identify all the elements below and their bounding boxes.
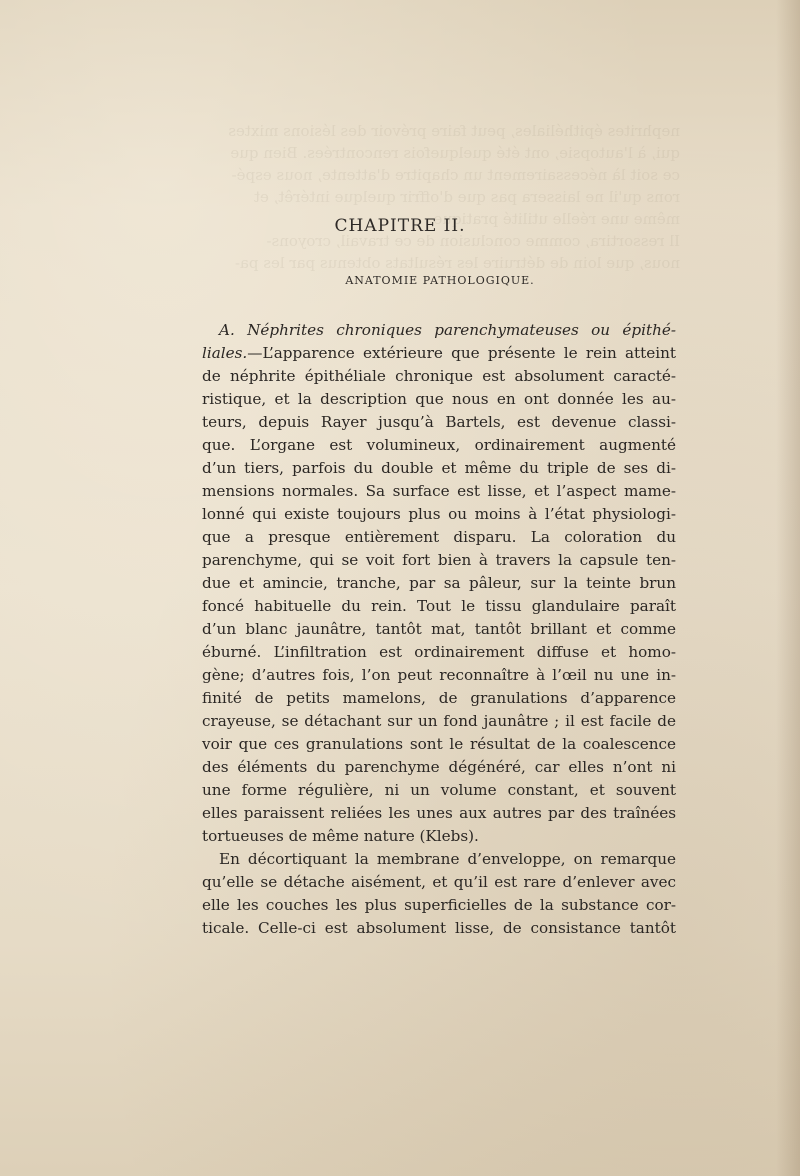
bleed-through-text: nephrites épithéliales, peut faire prévoir des lésions mixtes qui, à l'autopsie, ont été quelquefois rencontrées. Bien que ce soit là nécessairement un chapitre d'attente, nous espé- rons qu'il ne laissera pas que d'offrir quelque intérêt, et même une réelle utilité pratique. Il ressortira, comme conclusion de ce travail, croyons- nous, que loin de détruire les résultats obtenus par les pa- — [228, 122, 680, 272]
page-edge-shadow — [776, 0, 800, 1176]
text-line: ticale. Celle-ci est absolument lisse, de consistance tantôt — [202, 919, 676, 937]
text-line — [202, 342, 676, 365]
text-line: tortueuses de même nature (Klebs). — [202, 827, 479, 845]
body-text — [202, 319, 676, 940]
text-line: foncé habituelle du rein. Tout le tissu glandulaire paraît — [202, 597, 676, 615]
text-line: elles paraissent reliées les unes aux autres par des traînées — [202, 804, 676, 822]
text-line: gène; d’autres fois, l’on peut reconnaître à l’œil nu une in- — [202, 666, 676, 684]
text-line: crayeuse, se détachant sur un fond jaunâtre ; il est facile de — [202, 712, 676, 730]
text-line: En décortiquant la membrane d’enveloppe, on remarque — [219, 850, 676, 868]
text-line: éburné. L’infiltration est ordinairement diffuse et homo- — [202, 643, 676, 661]
text-line: qu’elle se détache aisément, et qu’il est rare d’enlever avec — [202, 873, 676, 891]
text-line: due et amincie, tranche, par sa pâleur, sur la teinte brun — [202, 574, 676, 592]
text-line: finité de petits mamelons, de granulations d’apparence — [202, 689, 676, 707]
text-line: que. L’organe est volumineux, ordinairement augmenté — [202, 436, 676, 454]
text-line: des éléments du parenchyme dégénéré, car elles n’ont ni — [202, 758, 676, 776]
text-line: d’un blanc jaunâtre, tantôt mat, tantôt brillant et comme — [202, 620, 676, 638]
text-line: parenchyme, qui se voit fort bien à travers la capsule ten- — [202, 551, 676, 569]
text-line: voir que ces granulations sont le résultat de la coalescence — [202, 735, 676, 753]
text-line: ristique, et la description que nous en ont donnée les au- — [202, 390, 676, 408]
text-line: teurs, depuis Rayer jusqu’à Bartels, est devenue classi- — [202, 413, 676, 431]
text-line: de néphrite épithéliale chronique est absolument caracté- — [202, 367, 676, 385]
text-line: mensions normales. Sa surface est lisse, et l’aspect mame- — [202, 482, 676, 500]
chapter-title: CHAPITRE II. — [334, 216, 466, 236]
text-line-italic: liales. — [202, 344, 248, 362]
text-line-roman: —L’apparence extérieure que présente le rein atteint — [247, 344, 676, 362]
text-line: que a presque entièrement disparu. La coloration du — [202, 528, 676, 546]
text-line — [202, 319, 676, 342]
section-heading: ANATOMIE PATHOLOGIQUE. — [345, 274, 535, 287]
text-line: elle les couches les plus superficielles de la substance cor- — [202, 896, 676, 914]
text-line-italic: A. Néphrites chroniques parenchymateuses ou épithé- — [219, 321, 676, 339]
text-line: une forme régulière, ni un volume constant, et souvent — [202, 781, 676, 799]
text-line: lonné qui existe toujours plus ou moins à l’état physiologi- — [202, 505, 676, 523]
text-line: d’un tiers, parfois du double et même du triple de ses di- — [202, 459, 676, 477]
